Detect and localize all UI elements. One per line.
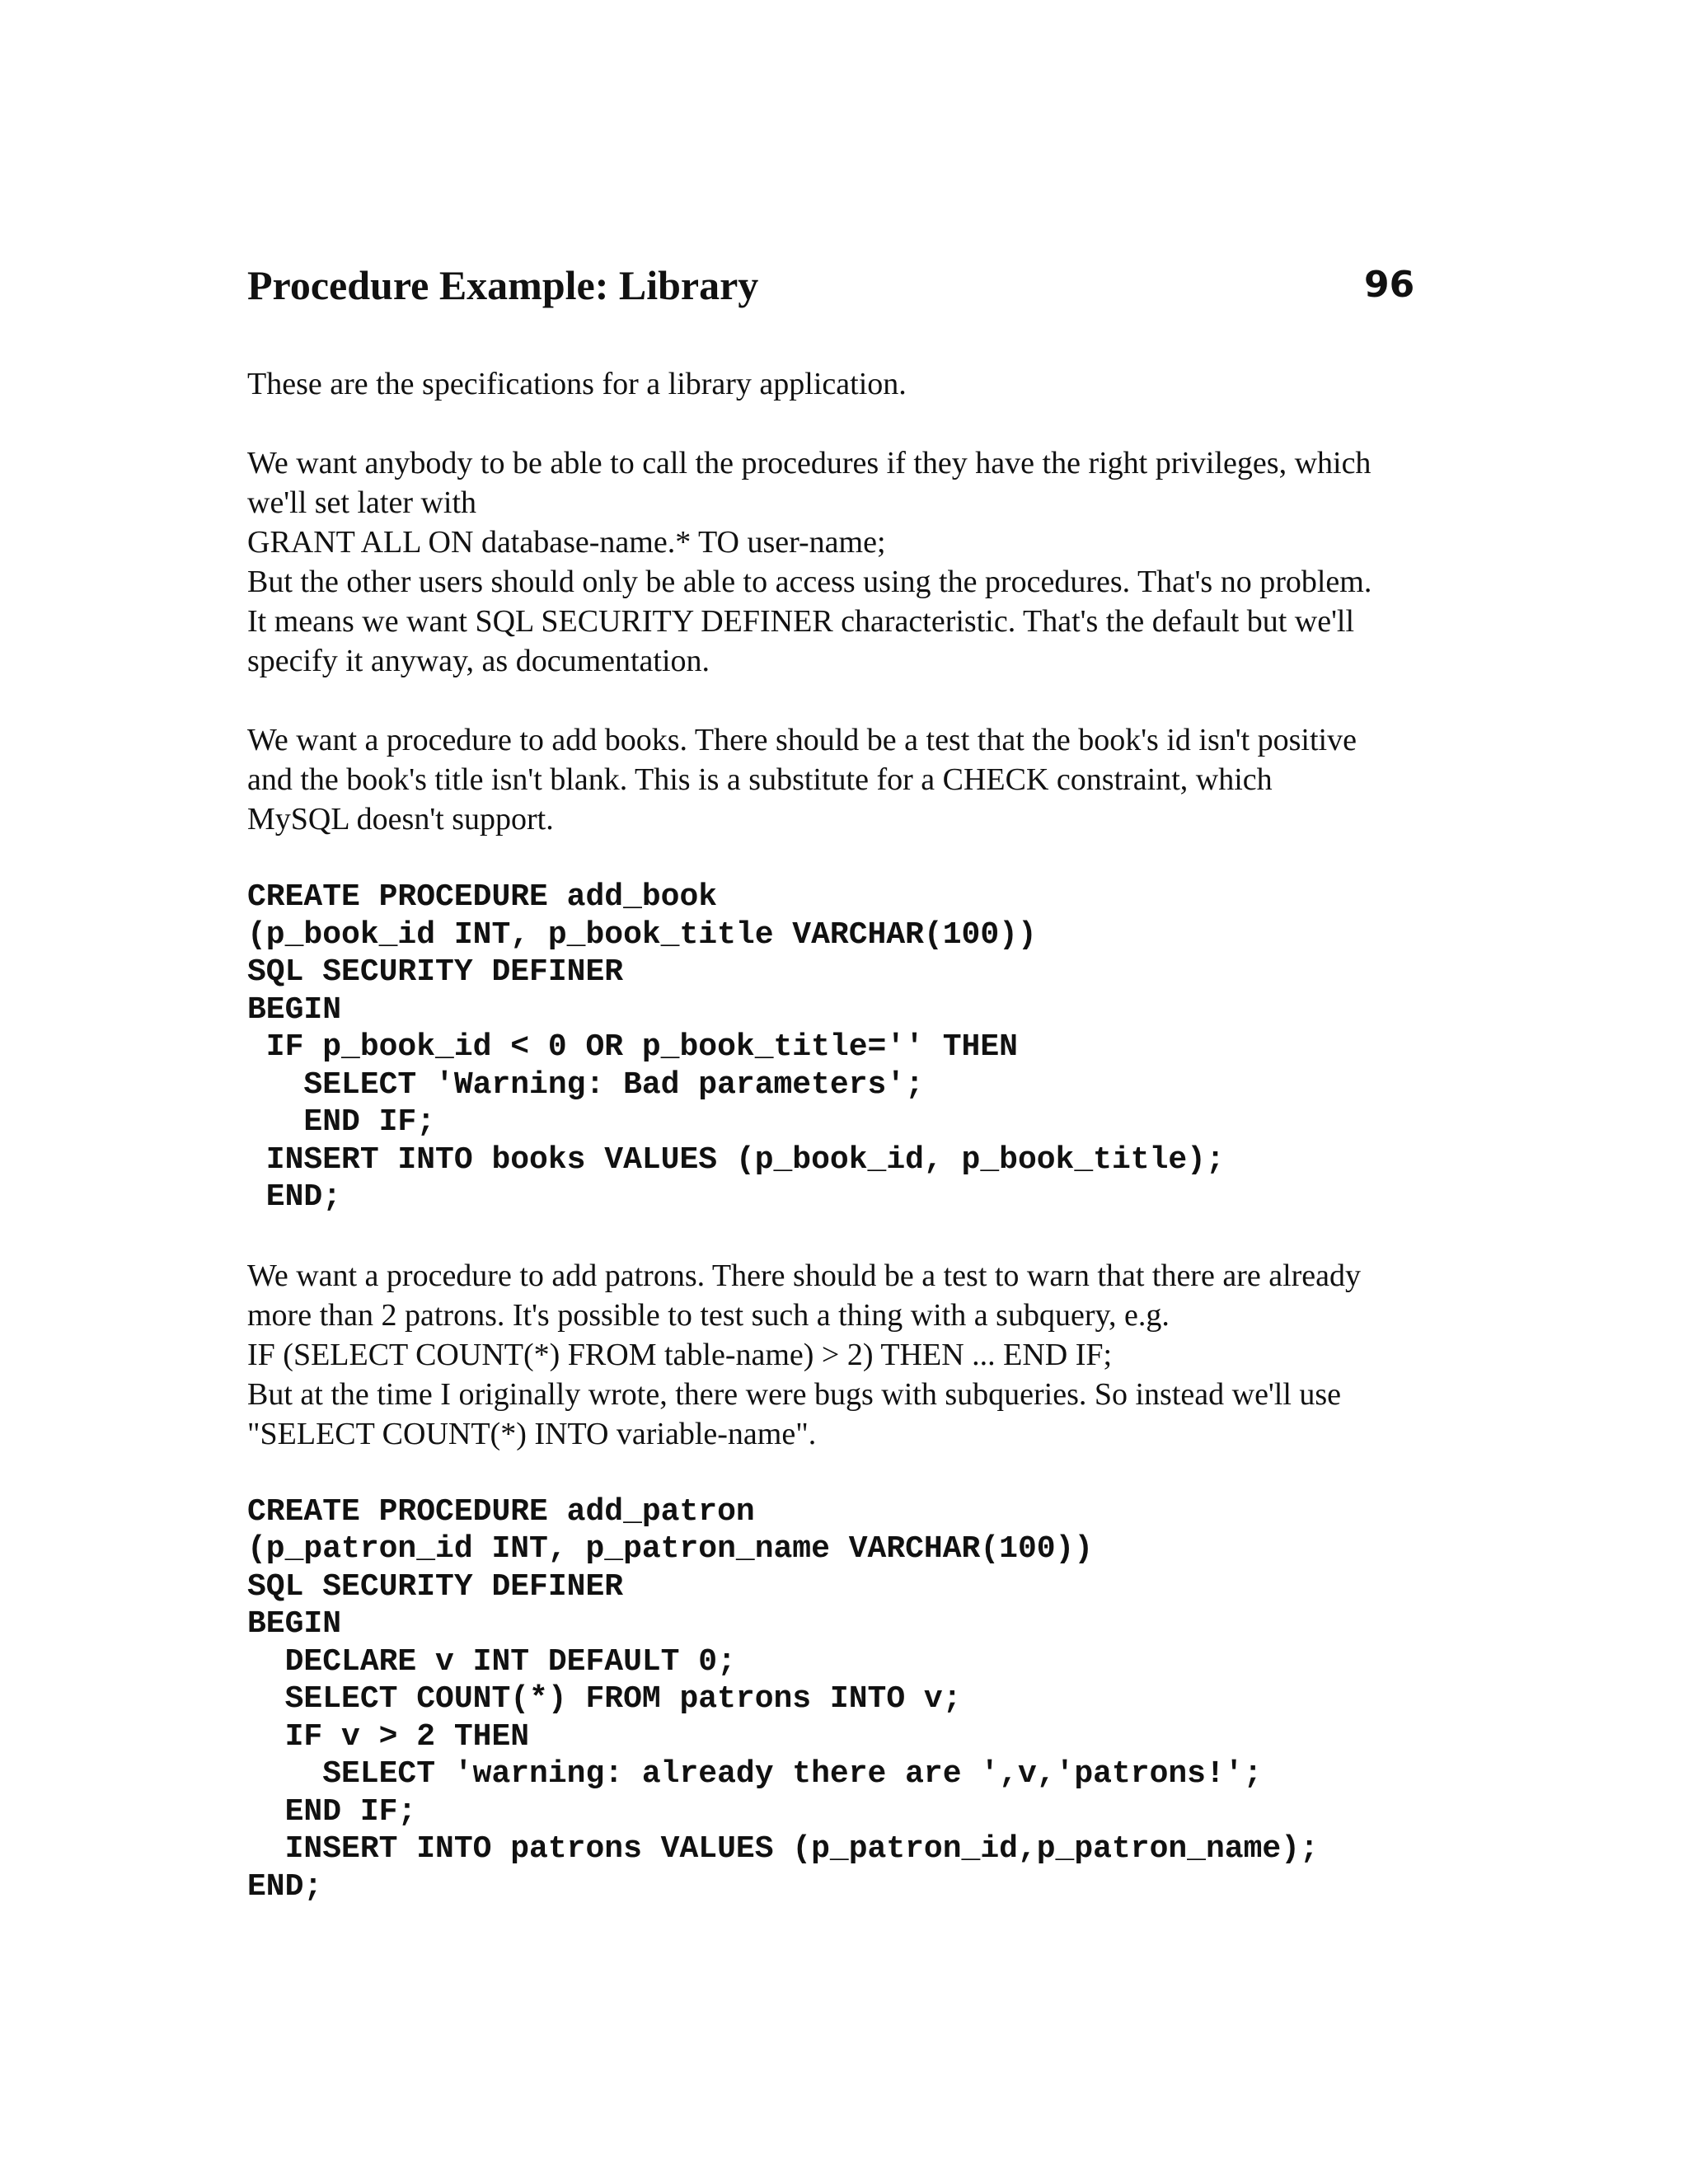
code-line: CREATE PROCEDURE add_patron <box>247 1493 755 1530</box>
paragraph-gap <box>247 1216 1442 1256</box>
text-line: It means we want SQL SECURITY DEFINER characteristic. That's the default but we'll <box>247 604 1355 639</box>
paragraph-gap <box>247 839 1442 879</box>
privileges-paragraph <box>247 443 1442 681</box>
add-books-paragraph <box>247 720 1442 839</box>
text-line: But the other users should only be able to access using the procedures. That's no problem. <box>247 565 1372 599</box>
text-line: "SELECT COUNT(*) INTO variable-name". <box>247 1416 817 1451</box>
code-line: BEGIN <box>247 1606 342 1642</box>
text-line: IF (SELECT COUNT(*) FROM table-name) > 2) THEN ... END IF; <box>247 1337 1113 1372</box>
code-line: SQL SECURITY DEFINER <box>247 954 624 990</box>
code-line: SQL SECURITY DEFINER <box>247 1568 624 1605</box>
code-line: IF p_book_id < 0 OR p_book_title='' THEN <box>247 1029 1018 1065</box>
text-line: and the book's title isn't blank. This is a substitute for a CHECK constraint, which <box>247 762 1273 797</box>
paragraph-gap <box>247 1454 1442 1493</box>
code-line: INSERT INTO books VALUES (p_book_id, p_book_title); <box>247 1141 1225 1178</box>
code-line: END; <box>247 1179 342 1215</box>
intro-paragraph <box>247 364 1442 404</box>
page-number: 96 <box>1364 264 1415 306</box>
text-line: more than 2 patrons. It's possible to test such a thing with a subquery, e.g. <box>247 1297 1170 1333</box>
text-line: We want a procedure to add patrons. There should be a test to warn that there are already <box>247 1258 1362 1293</box>
code-line: (p_book_id INT, p_book_title VARCHAR(100)) <box>247 916 1037 953</box>
code-line: SELECT 'Warning: Bad parameters'; <box>247 1066 924 1103</box>
page-content <box>247 364 1442 1905</box>
page-title: Procedure Example: Library <box>247 262 759 308</box>
code-line: (p_patron_id INT, p_patron_name VARCHAR(100)) <box>247 1531 1094 1567</box>
text-line: These are the specifications for a library application. <box>247 367 907 401</box>
add-book-code-block <box>247 879 1442 1216</box>
text-line: we'll set later with <box>247 485 477 520</box>
code-line: CREATE PROCEDURE add_book <box>247 879 718 915</box>
text-line: We want a procedure to add books. There should be a test that the book's id isn't positive <box>247 723 1357 757</box>
text-line: specify it anyway, as documentation. <box>247 644 710 678</box>
paragraph-gap <box>247 681 1442 720</box>
page-header <box>247 255 1442 315</box>
paragraph-gap <box>247 404 1442 443</box>
code-line: END; <box>247 1868 323 1905</box>
code-line: BEGIN <box>247 991 342 1028</box>
document-page <box>247 255 1442 1905</box>
code-line: SELECT COUNT(*) FROM patrons INTO v; <box>247 1681 962 1717</box>
code-line: END IF; <box>247 1104 436 1140</box>
text-line: GRANT ALL ON database-name.* TO user-name; <box>247 525 886 560</box>
code-line: DECLARE v INT DEFAULT 0; <box>247 1643 736 1680</box>
code-line: IF v > 2 THEN <box>247 1718 530 1755</box>
text-line: MySQL doesn't support. <box>247 802 554 837</box>
add-patrons-paragraph <box>247 1256 1442 1454</box>
code-line: INSERT INTO patrons VALUES (p_patron_id,p_patron_name); <box>247 1831 1319 1867</box>
text-line: We want anybody to be able to call the procedures if they have the right privileges, which <box>247 446 1372 480</box>
code-line: SELECT 'warning: already there are ',v,'patrons!'; <box>247 1756 1263 1792</box>
add-patron-code-block <box>247 1493 1442 1906</box>
text-line: But at the time I originally wrote, there were bugs with subqueries. So instead we'll use <box>247 1376 1342 1412</box>
code-line: END IF; <box>247 1793 417 1830</box>
